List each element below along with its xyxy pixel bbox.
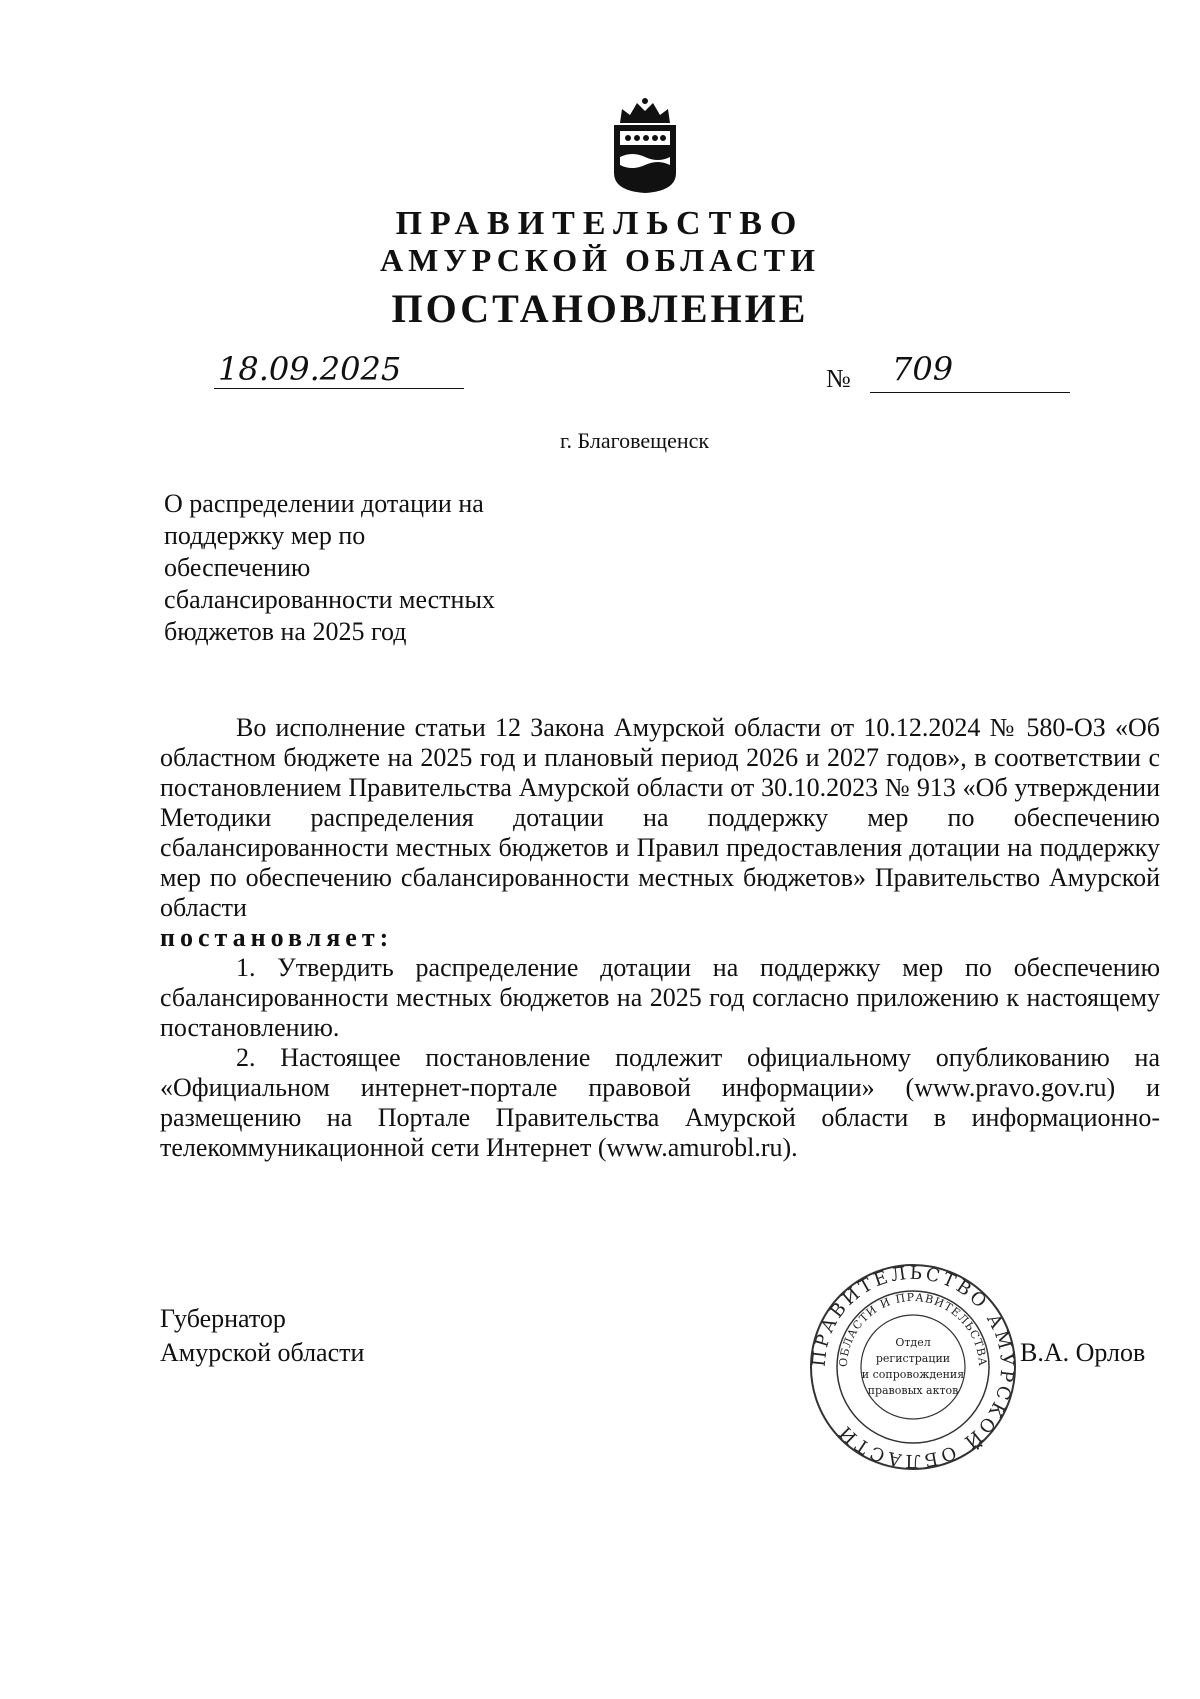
document-subject — [164, 488, 564, 648]
seal-center-line: Отдел — [895, 1336, 931, 1349]
seal-center-line: и сопровождения — [861, 1368, 965, 1381]
seal-inner-text: ОБЛАСТИ И ПРАВИТЕЛЬСТВА — [836, 1290, 990, 1368]
coat-of-arms-icon — [600, 95, 690, 195]
signatory-title-line1: Губернатор — [160, 1304, 286, 1333]
seal-center-line: правовых актов — [867, 1384, 959, 1397]
subject-line: поддержку мер по — [164, 521, 366, 550]
subject-line: О распределении дотации на — [164, 489, 484, 518]
document-type: ПОСТАНОВЛЕНИЕ — [391, 286, 809, 331]
document-body — [160, 713, 1160, 1163]
city: г. Благовещенск — [560, 428, 710, 453]
subject-line: обеспечению — [164, 553, 311, 582]
subject-line: сбалансированности местных — [164, 585, 495, 614]
signatory-name: В.А. Орлов — [1020, 1338, 1146, 1367]
preamble-paragraph: Во исполнение статьи 12 Закона Амурской области от 10.12.2024 № 580-ОЗ «Об областном бюджете на 2025 год и плановый период 2026 и 2027 годов», в соответствии с постановлением Правительства Амурской области от 30.10.2023 № 913 «Об утверждении Методики распределения дотации на поддержку мер по обеспечению сбалансированности местных бюджетов и Правил предоставления дотации на поддержку мер по обеспечению сбалансированности местных бюджетов» Правительство Амурской области — [160, 713, 1160, 922]
subject-line: бюджетов на 2025 год — [164, 617, 407, 646]
org-name-line1: ПРАВИТЕЛЬСТВО — [395, 205, 805, 242]
signatory-title-line2: Амурской области — [160, 1338, 365, 1367]
date-underline — [214, 388, 464, 389]
official-seal — [808, 1262, 1018, 1472]
item-2-paragraph: 2. Настоящее постановление подлежит официальному опубликованию на «Официальном интернет-портале правовой информации» (www.pravo.gov.ru) и размещению на Портале Правительства Амурской области в информационно-телекоммуникационной сети Интернет (www.amurobl.ru). — [160, 1043, 1160, 1162]
resolves-word: постановляет: — [160, 923, 394, 952]
seal-outer-text: ПРАВИТЕЛЬСТВО АМУРСКОЙ ОБЛАСТИ — [808, 1262, 1018, 1472]
number-label: № — [826, 364, 851, 393]
number-underline — [870, 392, 1070, 393]
seal-center-line: регистрации — [875, 1352, 951, 1365]
signatory-title — [160, 1302, 364, 1370]
document-date: 18.09.2025 — [218, 350, 402, 388]
org-name-line2: АМУРСКОЙ ОБЛАСТИ — [380, 242, 820, 278]
item-1-paragraph: 1. Утвердить распределение дотации на поддержку мер по обеспечению сбалансированности местных бюджетов на 2025 год согласно приложению к настоящему постановлению. — [160, 953, 1160, 1042]
document-number: 709 — [892, 350, 954, 388]
